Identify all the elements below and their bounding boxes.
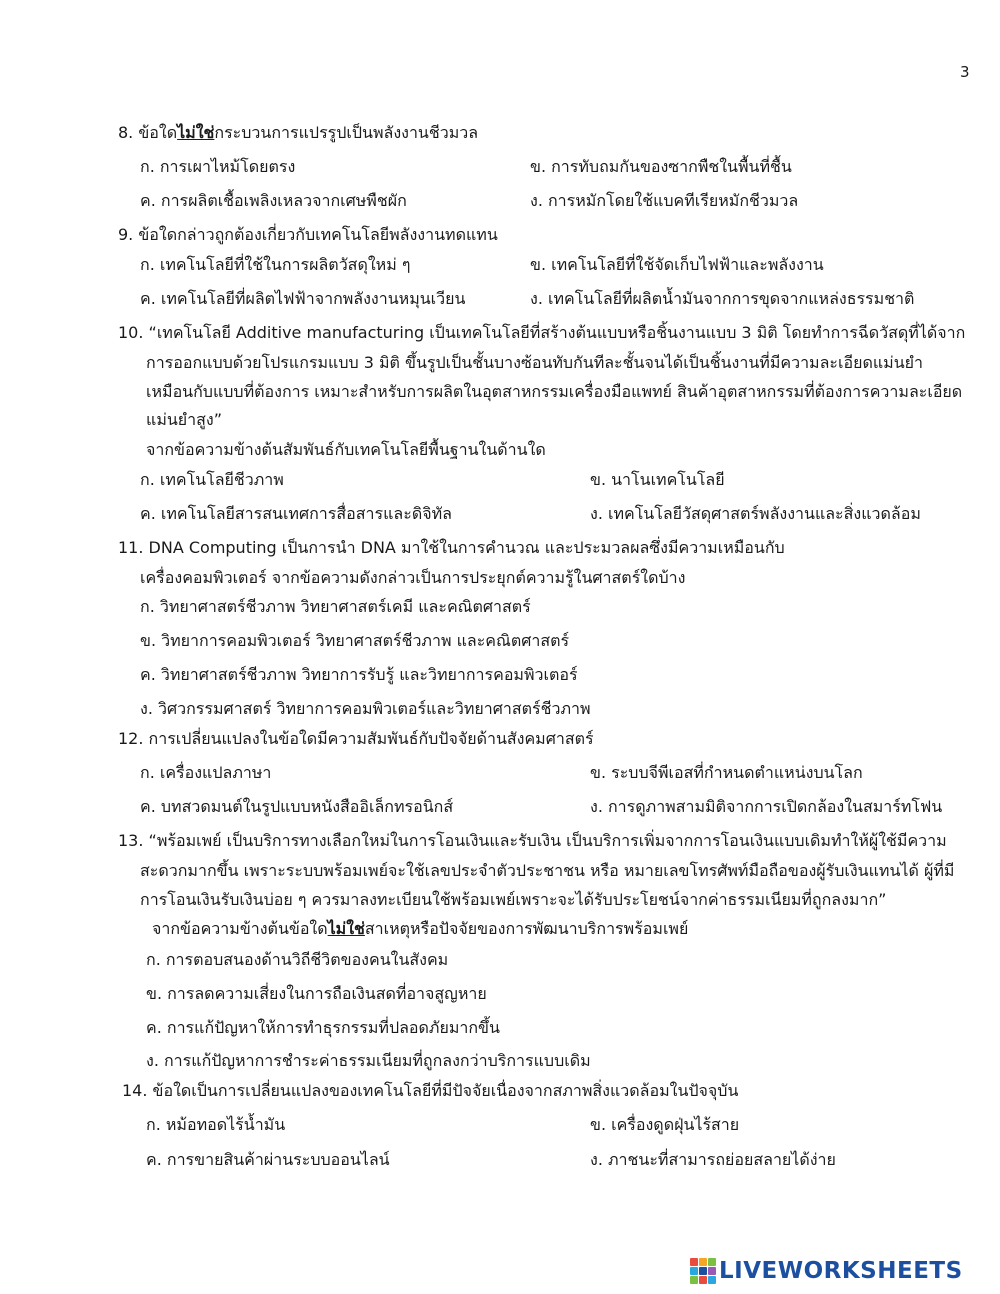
question-13-stem-line-3: การโอนเงินรับเงินบ่อย ๆ ควรมาลงทะเบียนใช้พร้อมเพย์เพราะจะได้รับประโยชน์จากค่าธรรมเนียมที่ถูกลงมาก” (140, 890, 887, 909)
question-8-option-b[interactable]: ข. การทับถมกันของซากพืชในพื้นที่ชื้น (530, 157, 792, 176)
question-12-option-a[interactable]: ก. เครื่องแปลภาษา (140, 763, 272, 782)
question-10-option-c[interactable]: ค. เทคโนโลยีสารสนเทศการสื่อสารและดิจิทัล (140, 504, 452, 523)
question-11-option-b[interactable]: ข. วิทยาการคอมพิวเตอร์ วิทยาศาสตร์ชีวภาพ และคณิตศาสตร์ (140, 631, 570, 650)
page-number: 3 (960, 63, 970, 81)
question-11-stem-line-2: เครื่องคอมพิวเตอร์ จากข้อความดังกล่าวเป็นการประยุกต์ความรู้ในศาสตร์ใดบ้าง (140, 568, 686, 587)
question-14-option-a[interactable]: ก. หม้อทอดไร้น้ำมัน (146, 1115, 286, 1134)
question-13-stem-line-2: สะดวกมากขึ้น เพราะระบบพร้อมเพย์จะใช้เลขประจำตัวประชาชน หรือ หมายเลขโทรศัพท์มือถือของผู้รับเงินแทนได้ ผู้ที่มี (140, 861, 955, 880)
question-10-stem-line-3: เหมือนกับแบบที่ต้องการ เหมาะสำหรับการผลิตในอุตสาหกรรมเครื่องมือแพทย์ สินค้าอุตสาหกรรมที่ต้องการความละเอียด (146, 382, 963, 401)
question-12-option-d[interactable]: ง. การดูภาพสามมิติจากการเปิดกล้องในสมาร์ทโฟน (590, 797, 943, 816)
question-10-stem-line-2: การออกแบบด้วยโปรแกรมแบบ 3 มิติ ขึ้นรูปเป็นชั้นบางซ้อนทับกันทีละชั้นจนได้เป็นชิ้นงานที่มีความละเอียดแม่นยำ (146, 353, 923, 372)
question-14-option-c[interactable]: ค. การขายสินค้าผ่านระบบออนไลน์ (146, 1150, 390, 1169)
question-13-option-a[interactable]: ก. การตอบสนองด้านวิถีชีวิตของคนในสังคม (146, 950, 449, 969)
question-13-option-c[interactable]: ค. การแก้ปัญหาให้การทำธุรกรรมที่ปลอดภัยมากขึ้น (146, 1018, 500, 1037)
question-11-option-a[interactable]: ก. วิทยาศาสตร์ชีวภาพ วิทยาศาสตร์เคมี และคณิตศาสตร์ (140, 597, 531, 616)
question-10-option-d[interactable]: ง. เทคโนโลยีวัสดุศาสตร์พลังงานและสิ่งแวดล้อม (590, 504, 921, 523)
question-12-stem: 12. การเปลี่ยนแปลงในข้อใดมีความสัมพันธ์กับปัจจัยด้านสังคมศาสตร์ (118, 729, 594, 748)
question-10-stem-line-1: 10. “เทคโนโลยี Additive manufacturing เป็นเทคโนโลยีที่สร้างต้นแบบหรือชิ้นงานแบบ 3 มิติ โดยทำการฉีดวัสดุที่ได้จาก (118, 323, 966, 342)
question-13-stem-line-1: 13. “พร้อมเพย์ เป็นบริการทางเลือกใหม่ในการโอนเงินและรับเงิน เป็นบริการเพิ่มจากการโอนเงินแบบเดิมทำให้ผู้ใช้มีความ (118, 831, 947, 850)
question-9-option-d[interactable]: ง. เทคโนโลยีที่ผลิตน้ำมันจากการขุดจากแหล่งธรรมชาติ (530, 289, 915, 308)
liveworksheets-logo-icon (690, 1258, 716, 1284)
question-13-option-b[interactable]: ข. การลดความเสี่ยงในการถือเงินสดที่อาจสูญหาย (146, 984, 487, 1003)
question-9-option-c[interactable]: ค. เทคโนโลยีที่ผลิตไฟฟ้าจากพลังงานหมุนเวียน (140, 289, 466, 308)
question-12-option-b[interactable]: ข. ระบบจีพีเอสที่กำหนดตำแหน่งบนโลก (590, 763, 863, 782)
question-14-option-d[interactable]: ง. ภาชนะที่สามารถย่อยสลายได้ง่าย (590, 1150, 836, 1169)
question-14-option-b[interactable]: ข. เครื่องดูดฝุ่นไร้สาย (590, 1115, 740, 1134)
question-10-option-a[interactable]: ก. เทคโนโลยีชีวภาพ (140, 470, 284, 489)
question-9-option-b[interactable]: ข. เทคโนโลยีที่ใช้จัดเก็บไฟฟ้าและพลังงาน (530, 255, 824, 274)
question-8-option-c[interactable]: ค. การผลิตเชื้อเพลิงเหลวจากเศษพืชผัก (140, 191, 407, 210)
question-9-stem: 9. ข้อใดกล่าวถูกต้องเกี่ยวกับเทคโนโลยีพลังงานทดแทน (118, 225, 498, 244)
liveworksheets-logo (690, 1256, 963, 1286)
liveworksheets-logo-text: LIVEWORKSHEETS (719, 1258, 963, 1284)
question-13-prompt: จากข้อความข้างต้นข้อใดไม่ใช่สาเหตุหรือปัจจัยของการพัฒนาบริการพร้อมเพย์ (152, 919, 689, 938)
question-10-option-b[interactable]: ข. นาโนเทคโนโลยี (590, 470, 725, 489)
question-12-option-c[interactable]: ค. บทสวดมนต์ในรูปแบบหนังสืออิเล็กทรอนิกส์ (140, 797, 454, 816)
question-10-stem-line-4: แม่นยำสูง” (146, 410, 223, 429)
question-8-option-a[interactable]: ก. การเผาไหม้โดยตรง (140, 157, 296, 176)
question-11-stem-line-1: 11. DNA Computing เป็นการนำ DNA มาใช้ในการคำนวณ และประมวลผลซึ่งมีความเหมือนกับ (118, 538, 785, 557)
question-9-option-a[interactable]: ก. เทคโนโลยีที่ใช้ในการผลิตวัสดุใหม่ ๆ (140, 255, 411, 274)
question-11-option-c[interactable]: ค. วิทยาศาสตร์ชีวภาพ วิทยาการรับรู้ และวิทยาการคอมพิวเตอร์ (140, 665, 578, 684)
question-14-stem: 14. ข้อใดเป็นการเปลี่ยนแปลงของเทคโนโลยีที่มีปัจจัยเนื่องจากสภาพสิ่งแวดล้อมในปัจจุบัน (122, 1081, 739, 1100)
question-8-stem: 8. ข้อใดไม่ใช่กระบวนการแปรรูปเป็นพลังงานชีวมวล (118, 123, 479, 142)
question-8-option-d[interactable]: ง. การหมักโดยใช้แบคทีเรียหมักชีวมวล (530, 191, 799, 210)
question-13-option-d[interactable]: ง. การแก้ปัญหาการชำระค่าธรรมเนียมที่ถูกลงกว่าบริการแบบเดิม (146, 1051, 591, 1070)
question-10-prompt: จากข้อความข้างต้นสัมพันธ์กับเทคโนโลยีพื้นฐานในด้านใด (146, 440, 546, 459)
question-11-option-d[interactable]: ง. วิศวกรรมศาสตร์ วิทยาการคอมพิวเตอร์และวิทยาศาสตร์ชีวภาพ (140, 699, 591, 718)
